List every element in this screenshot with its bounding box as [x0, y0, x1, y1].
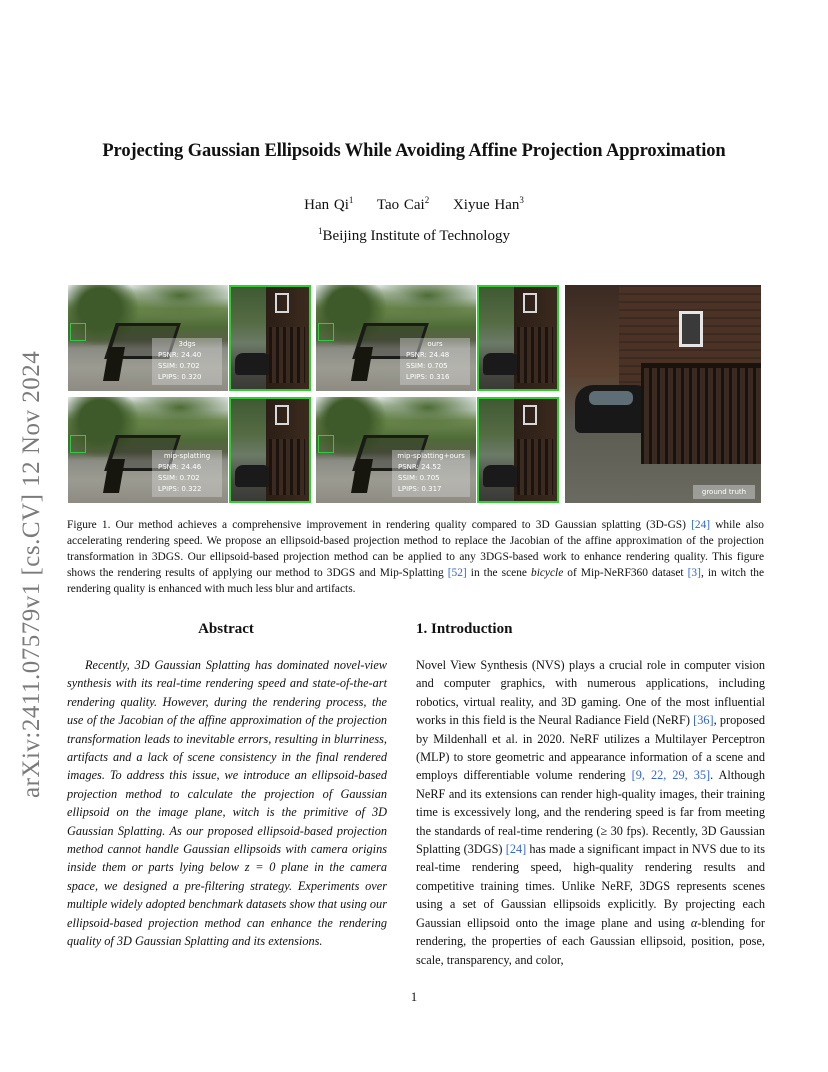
citation-link[interactable]: [24] [691, 519, 711, 531]
gate-shape [269, 439, 305, 495]
ssim-value: SSIM: 0.705 [398, 474, 440, 482]
ground-truth-label: ground truth [693, 485, 755, 499]
car-window-shape [589, 391, 633, 405]
zoom-crop-mip-splatting [229, 397, 311, 503]
metrics-overlay [152, 450, 222, 497]
figure-caption [67, 518, 764, 598]
gate-shape [517, 327, 553, 383]
page-number: 1 [410, 990, 418, 1004]
method-label: 3dgs [178, 340, 196, 348]
author-name: Xiyue Han [452, 197, 520, 213]
caption-text: of Mip-NeRF360 dataset [563, 566, 688, 579]
citation-link[interactable]: [24] [505, 842, 527, 857]
intro-text: has made a significant impact in NVS due to its real-time rendering speed, high-quality rendering results and competitive training times. Unlike NeRF, 3DGS represents scenes using a set of Gaussian ellipsoids explicitly. By projecting each Gaussian ellipsoid onto the image plane and using [416, 842, 765, 930]
render-ours [316, 285, 476, 391]
author-name: Tao Cai [376, 197, 425, 213]
psnr-value: PSNR: 24.48 [406, 351, 450, 359]
abstract-text: Recently, 3D Gaussian Splatting has dominated novel-view synthesis with its real-time rendering speed and state-of-the-art rendering quality. However, during the rendering process, the use of the Jacobian of the affine approximation of the projection transformation leads to inevitable errors, resulting in blurriness, artifacts and a lack of scene consistency in the final rendered images. To address this issue, we introduce an ellipsoid-based projection method to calculate the projection of Gaussian ellipsoid on the image plane, witch is the primitive of 3D Gaussian Splatting. As our proposed ellipsoid-based projection method cannot handle Gaussian ellipsoids with camera origins inside them or parts lying below [67, 658, 387, 875]
caption-text: in the scene [466, 566, 531, 579]
render-mip-splatting-ours [316, 397, 476, 503]
zoom-region-box [318, 435, 334, 453]
lpips-value: LPIPS: 0.320 [158, 373, 202, 381]
psnr-value: PSNR: 24.52 [398, 463, 442, 471]
zoom-crop-ours [477, 285, 559, 391]
car-shape [235, 465, 271, 487]
zoom-crop-3dgs [229, 285, 311, 391]
ssim-value: SSIM: 0.702 [158, 362, 200, 370]
gate-shape [517, 439, 553, 495]
caption-text: Figure 1. Our method achieves a comprehensive improvement in rendering quality compared to 3D Gaussian splatting (3D-GS) [67, 519, 692, 531]
zoom-region-box [70, 435, 86, 453]
intro-text: . Although NeRF and its extensions can render high-quality images, their training time is excessively long, and the rendering speed is far from meeting the standards of real-time rendering (≥ 30 fps). Recently, 3D Gaussian Splatting (3DGS) [416, 768, 765, 857]
window-shape [275, 405, 289, 425]
window-shape [679, 311, 703, 347]
author-affil-mark: 1 [348, 195, 354, 205]
ground-truth-image [565, 285, 761, 503]
gate-shape [641, 363, 761, 464]
car-shape [235, 353, 271, 375]
abstract-body [67, 656, 387, 951]
method-label: ours [427, 340, 443, 348]
intro-text: -blending for rendering, the properties of each Gaussian ellipsoid, position, pose, scale, transparency, and color, [416, 915, 765, 967]
psnr-value: PSNR: 24.40 [158, 351, 202, 359]
author-name: Han Qi [304, 197, 349, 213]
author-affil-mark: 2 [424, 195, 430, 205]
intro-text: Novel View Synthesis (NVS) plays a crucial role in computer vision and computer graphics, with numerous applications, including robotics, virtual reality, and 3D gaming. One of the most influential works in this field is the Neural Radiance Field (NeRF) [416, 658, 765, 728]
caption-text: , in witch the rendering quality is enhanced with much less blur and artifacts. [67, 566, 765, 595]
lpips-value: LPIPS: 0.316 [406, 373, 450, 381]
math-alpha: α [690, 915, 698, 930]
metrics-overlay [152, 338, 222, 385]
zoom-region-box [70, 323, 86, 341]
lpips-value: LPIPS: 0.322 [158, 485, 202, 493]
citation-link[interactable]: [36] [693, 713, 714, 728]
affiliation-mark: 1 [318, 226, 323, 236]
author-list [0, 195, 828, 214]
affiliation-text: Beijing Institute of Technology [322, 228, 510, 244]
window-shape [523, 405, 537, 425]
metrics-overlay [392, 450, 470, 497]
window-shape [275, 293, 289, 313]
lpips-value: LPIPS: 0.317 [398, 485, 442, 493]
caption-text: while also accelerating rendering speed. We propose an ellipsoid-based projection method to replace the Jacobian of the affine approximation of the projection transformation in 3DGS. Our ellipsoid-based projection method can be applied to any 3DGS-based work to enhance rendering quality. This figure shows the rendering results of applying our method to 3DGS and Mip-Splatting [67, 519, 764, 579]
render-mip-splatting [68, 397, 228, 503]
author-affil-mark: 3 [519, 195, 524, 205]
citation-link[interactable]: [52] [447, 566, 467, 579]
intro-text: , proposed by Mildenhall et al. in 2020. NeRF utilizes a Multilayer Perceptron (MLP) to store geometric and appearance information of a scene and employs differentiable volume rendering [416, 713, 765, 783]
introduction-heading: 1. Introduction [416, 621, 513, 637]
window-shape [523, 293, 537, 313]
metrics-overlay [400, 338, 470, 385]
method-label: mip-splatting+ours [397, 452, 465, 460]
ssim-value: SSIM: 0.702 [158, 474, 200, 482]
citation-link[interactable]: [3] [687, 566, 701, 579]
abstract-heading: Abstract [198, 621, 254, 637]
abstract-text: plane in the camera space, we designed a pre-filtering strategy. Experiments over multiple widely adopted benchmark datasets show that using our ellipsoid-based projection method can enhance the rendering quality of 3D Gaussian Splatting and its extensions. [67, 860, 387, 949]
car-shape [483, 353, 519, 375]
arxiv-identifier: arXiv:2411.07579v1 [cs.CV] 12 Nov 2024 [18, 350, 45, 798]
car-shape [483, 465, 519, 487]
scene-name: bicycle [531, 566, 564, 579]
psnr-value: PSNR: 24.46 [158, 463, 202, 471]
teaser-figure [68, 285, 761, 505]
render-3dgs [68, 285, 228, 391]
zoom-region-box [318, 323, 334, 341]
math-inline: z = 0 [244, 860, 276, 875]
citation-link[interactable]: [9, 22, 29, 35] [631, 768, 711, 783]
introduction-body [416, 656, 765, 969]
gate-shape [269, 327, 305, 383]
method-label: mip-splatting [163, 452, 211, 460]
ssim-value: SSIM: 0.705 [406, 362, 448, 370]
paper-title: Projecting Gaussian Ellipsoids While Avoiding Affine Projection Approximation [102, 141, 726, 161]
affiliation [0, 226, 828, 245]
zoom-crop-mip-splatting-ours [477, 397, 559, 503]
